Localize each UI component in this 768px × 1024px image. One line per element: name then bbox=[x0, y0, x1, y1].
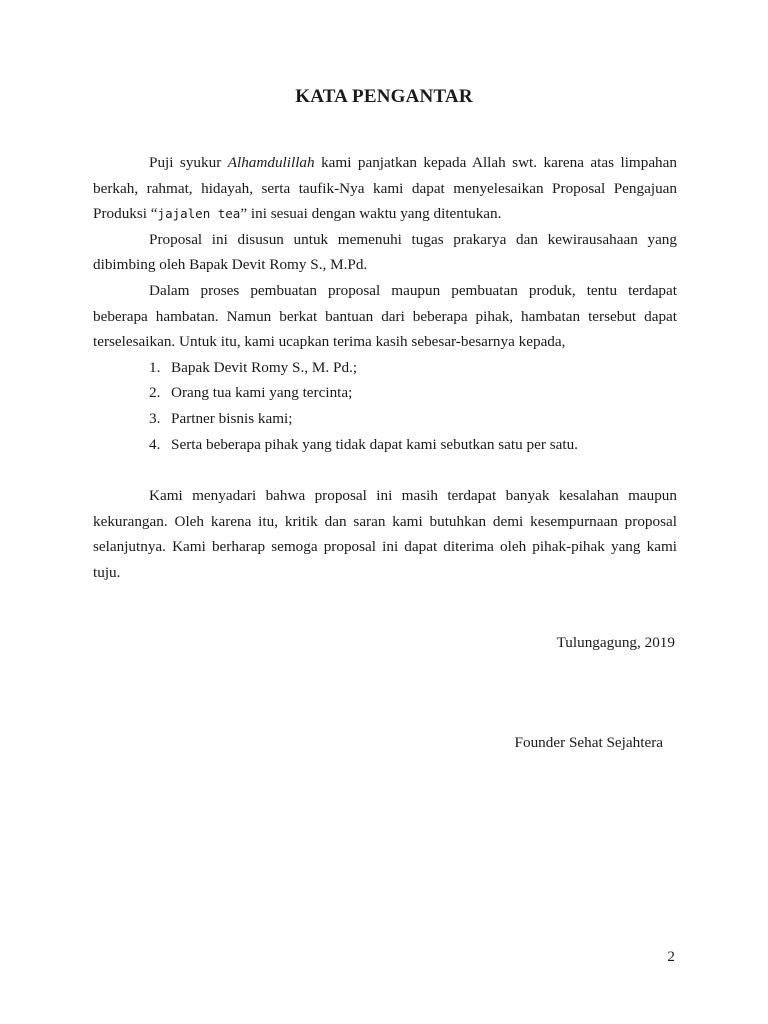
paragraph-opening bbox=[93, 150, 677, 227]
list-item-text: Bapak Devit Romy S., M. Pd.; bbox=[171, 358, 358, 376]
document-body bbox=[93, 150, 677, 586]
list-item bbox=[93, 406, 677, 432]
paragraph-closing: Kami menyadari bahwa proposal ini masih terdapat banyak kesalahan maupun kekurangan. Oleh karena itu, kritik dan saran kami butuhkan demi kesempurnaan proposal selanjutnya. Kami berharap semoga proposal ini dapat diterima oleh pihak-pihak yang kami tuju. bbox=[93, 487, 677, 581]
list-item-number: 1. bbox=[149, 358, 161, 376]
list-item-number: 4. bbox=[149, 435, 161, 453]
page-number: 2 bbox=[667, 948, 675, 965]
list-item-number: 2. bbox=[149, 384, 161, 402]
paragraph-thanks: Dalam proses pembuatan proposal maupun pembuatan produk, tentu terdapat beberapa hambatan. Namun berkat bantuan dari beberapa pihak, hambatan tersebut dapat terselesaikan. Untuk itu, kami ucapkan terima kasih sebesar-besarnya kepada, bbox=[93, 281, 677, 351]
list-item-number: 3. bbox=[149, 409, 161, 427]
product-name: jajalen tea bbox=[157, 206, 241, 222]
paragraph-opening-middle: kami panjatkan kepada Allah swt. karena atas limpahan berkah, rahmat, hidayah, serta taufik-Nya kami dapat menyelesaikan Proposal Pengajuan Produksi “ bbox=[93, 154, 677, 223]
paragraph-purpose: Proposal ini disusun untuk memenuhi tugas prakarya dan kewirausahaan yang dibimbing oleh Bapak Devit Romy S., M.Pd. bbox=[93, 230, 677, 274]
list-item bbox=[93, 432, 677, 458]
thanks-list bbox=[93, 355, 677, 457]
city-date: Tulungagung, 2019 bbox=[556, 634, 675, 651]
paragraph-opening-start: Puji syukur bbox=[149, 154, 228, 171]
list-item bbox=[93, 380, 677, 406]
signature: Founder Sehat Sejahtera bbox=[514, 734, 663, 751]
paragraph-opening-end: ” ini sesuai dengan waktu yang ditentukan. bbox=[240, 205, 502, 223]
list-item-text: Orang tua kami yang tercinta; bbox=[171, 384, 353, 402]
list-item-text: Serta beberapa pihak yang tidak dapat kami sebutkan satu per satu. bbox=[171, 435, 578, 453]
list-item-text: Partner bisnis kami; bbox=[171, 409, 293, 427]
list-item bbox=[93, 355, 677, 381]
paragraph-spacer bbox=[93, 457, 677, 483]
italic-term: Alhamdulillah bbox=[227, 154, 315, 171]
page-title: KATA PENGANTAR bbox=[295, 86, 473, 107]
